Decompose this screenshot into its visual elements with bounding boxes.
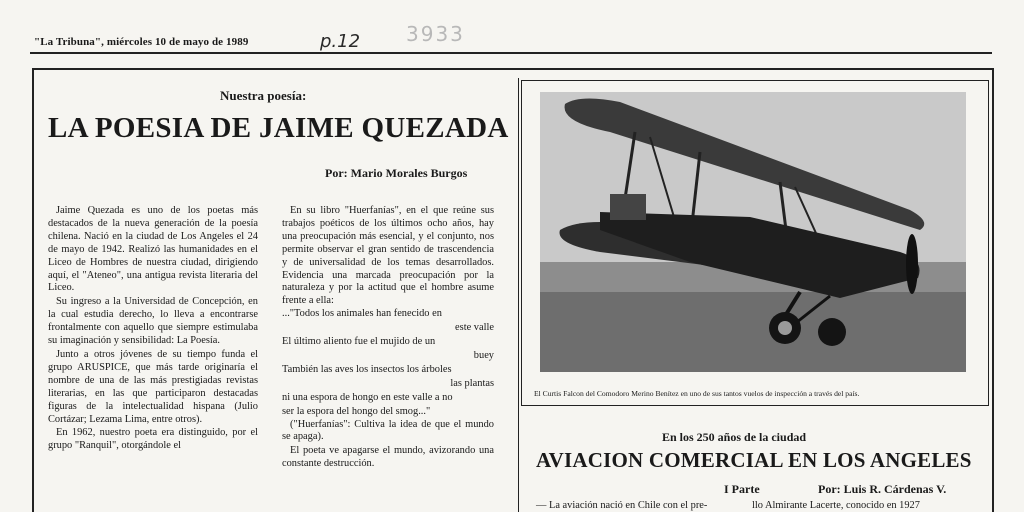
poem-line: buey (473, 349, 494, 361)
header-rule (30, 52, 992, 54)
paragraph: Su ingreso a la Universidad de Concepción, en la cual estudia derecho, lo lleva a encontrarse frontalmente con aquello que siempre estimulaba su imaginación y sensibilidad: La Poesía. (48, 296, 258, 347)
article2-text-left: — La aviación nació en Chile con el pre- (536, 500, 708, 511)
paragraph: En su libro "Huerfanías", en el que reúne sus trabajos poéticos de los últimos ocho años, hay una preocupación más esencial, y el conjunto, nos permite observar el gran sentido de trascendencia y de universalidad de los temas desarrollados. Evidencia una marcada preocupación por la naturaleza y por la actitud que el hombre asume frente a ella: (282, 205, 494, 307)
article2-kicker: En los 250 años de la ciudad (662, 430, 807, 444)
article2-headline: AVIACION COMERCIAL EN LOS ANGELES (536, 448, 972, 472)
paragraph: ("Huerfanías": Cultiva la idea de que el mundo se apaga). (282, 418, 494, 443)
column-divider (518, 78, 519, 512)
paragraph: Jaime Quezada es uno de los poetas más destacados de la nueva generación de la poesía chilena. Nació en la ciudad de Los Angeles el 24 de mayo de 1942. Realizó las humanidades en el Liceo de Hombres de nuestra ciudad, dirigiendo aquí, el "Ateneo", una antigua revista literaria del Liceo. (48, 205, 258, 294)
article-byline: Por: Mario Morales Burgos (325, 166, 468, 180)
article-headline: LA POESIA DE JAIME QUEZADA (48, 112, 509, 144)
poem-line: ..."Todos los animales han fenecido en (282, 308, 442, 320)
article-kicker: Nuestra poesía: (220, 88, 307, 103)
article2-text-right: llo Almirante Lacerte, conocido en 1927 (752, 500, 920, 511)
photo-caption: El Curtis Falcon del Comodoro Merino Benítez en uno de sus tantos vuelos de inspección a través del país. (534, 389, 860, 398)
article2-byline: Por: Luis R. Cárdenas V. (818, 482, 947, 496)
poem-line: También las aves los insectos los árboles (282, 363, 452, 375)
article-column-1 (48, 205, 258, 453)
page-header (34, 22, 992, 54)
article-column-2 (282, 205, 494, 471)
poem-block (282, 308, 494, 418)
archive-stamp: 3933 (406, 22, 465, 46)
poem-line: este valle (455, 322, 494, 334)
poem-line: ser la espora del hongo del smog..." (282, 405, 431, 417)
article2-part: I Parte (724, 482, 760, 496)
paragraph: Junto a otros jóvenes de su tiempo funda el grupo ARUSPICE, que más tarde originaría el nombre de una de las más prestigiadas revistas literarias, en las que participaron destacadas figuras de la intelectualidad hispana (Julio Cortázar; Lezama Lima, entre otros). (48, 348, 258, 425)
poem-line: ni una espora de hongo en este valle a no (282, 391, 453, 403)
paragraph: El poeta ve apagarse el mundo, avizorando una constante destrucción. (282, 445, 494, 470)
biplane-photo (540, 92, 966, 372)
poem-line: El último aliento fue el mujido de un (282, 336, 436, 348)
dateline: "La Tribuna", miércoles 10 de mayo de 1989 (34, 36, 249, 48)
biplane-illustration (540, 92, 966, 372)
handwritten-page-number: p.12 (320, 31, 361, 52)
paragraph: En 1962, nuestro poeta era distinguido, por el grupo "Ranquil", otorgándole el (48, 427, 258, 452)
poem-line: las plantas (450, 377, 494, 389)
